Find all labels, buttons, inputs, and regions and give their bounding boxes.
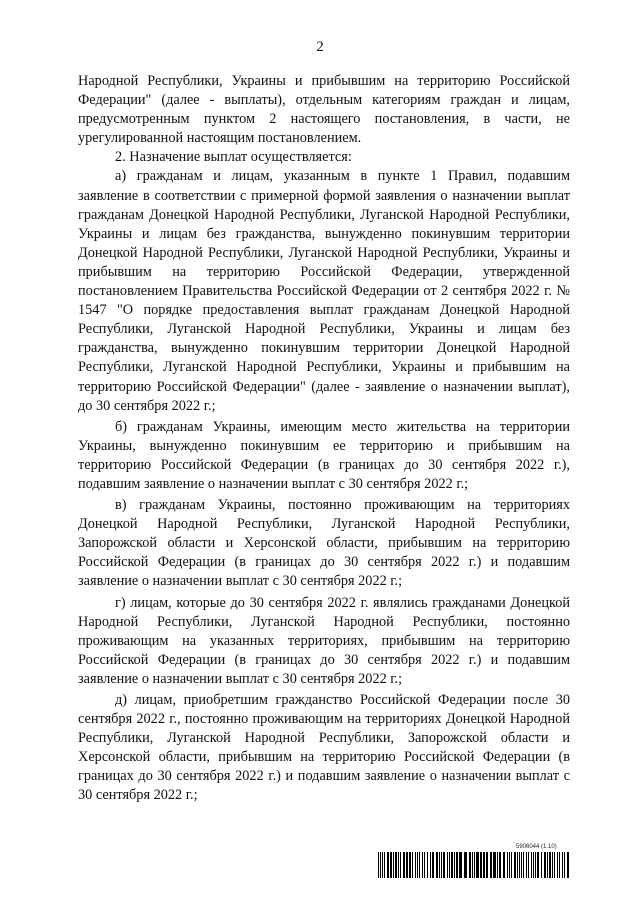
paragraph-item-2: 2. Назначение выплат осуществляется: [115, 149, 352, 166]
paragraph-item-d: д) лицам, приобретшим гражданство Российской Федерации после 30 сентября 2022 г., постоянно проживающим на территориях Донецкой Народной Республики, Луганской Народной Республики, Запорожской области и Херсонской области, прибывшим на территорию Российской Федерации (в границах до 30 сентября 2022 г.) и подавшим заявление о назначении выплат с 30 сентября 2022 г.; [78, 692, 570, 804]
page-number: 2 [316, 39, 324, 55]
document-body [78, 72, 570, 806]
paragraph-item-v: в) гражданам Украины, постоянно проживающим на территориях Донецкой Народной Республики, Луганской Народной Республики, Запорожской области и Херсонской области, прибывшим на территорию Российской Федерации (в границах до 30 сентября 2022 г.) и подавшим заявление о назначении выплат с 30 сентября 2022 г.; [78, 497, 570, 590]
paragraph-item-b: б) гражданам Украины, имеющим место жительства на территории Украины, вынужденно покинувшим ее территорию и прибывшим на территорию Российской Федерации (в границах до 30 сентября 2022 г.), подавшим заявление о назначении выплат с 30 сентября 2022 г.; [78, 418, 570, 492]
paragraph-continuation: Народной Республики, Украины и прибывшим на территорию Российской Федерации" (далее - выплаты), отдельным категориям граждан и лицам, предусмотренным пунктом 2 настоящего постановления, в части, не урегулированной настоящим постановлением. [78, 73, 570, 147]
paragraph-item-g: г) лицам, которые до 30 сентября 2022 г. являлись гражданами Донецкой Народной Республики, Луганской Народной Республики, постоянно проживающим на указанных территориях, прибывшим на территорию Российской Федерации (в границах до 30 сентября 2022 г.) и подавшим заявление о назначении выплат с 30 сентября 2022 г.; [78, 594, 570, 687]
barcode-image [378, 852, 570, 878]
document-code: 5906044 (1.10) [516, 844, 557, 850]
paragraph-item-a: а) гражданам и лицам, указанным в пункте 1 Правил, подавшим заявление в соответствии с примерной формой заявления о назначении выплат гражданам Донецкой Народной Республики, Луганской Народной Республики, Украины и лицам без гражданства, вынужденно покинувшим территории Донецкой Народной Республики, Луганской Народной Республики, Украины и прибывшим на территорию Российской Федерации, утвержденной постановлением Правительства Российской Федерации от 2 сентября 2022 г. № 1547 "О порядке предоставления выплат гражданам Донецкой Народной Республики, Луганской Народной Республики, Украины и лицам без гражданства, вынужденно покинувшим территории Донецкой Народной Республики, Луганской Народной Республики, Украины и прибывшим на территорию Российской Федерации" (далее - заявление о назначении выплат), до 30 сентября 2022 г.; [78, 168, 570, 414]
